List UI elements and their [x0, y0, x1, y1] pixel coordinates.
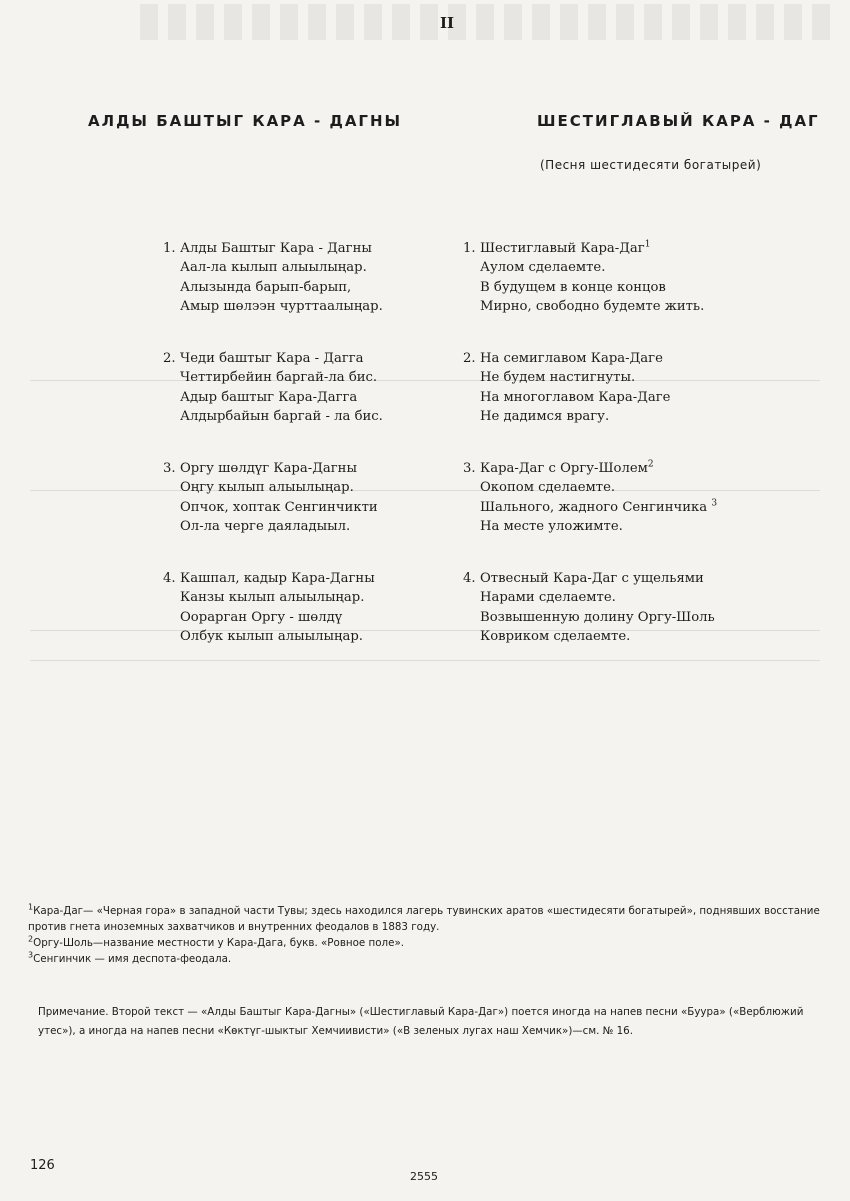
verse-line: Адыр баштыг Кара-Дагга: [180, 389, 358, 405]
bleed-through-heading: [140, 4, 840, 40]
verse-line: Алдырбайын баргай - ла бис.: [180, 408, 383, 424]
stanza-number: 1.: [163, 241, 176, 256]
left-song-title: АЛДЫ БАШТЫГ КАРА - ДАГНЫ: [88, 112, 403, 130]
verse-line: Окопом сделаемте.: [480, 480, 616, 496]
verse-line: Канзы кылып алыылыңар.: [180, 590, 365, 606]
footnote: [28, 951, 840, 967]
footnote-mark: 3: [28, 950, 34, 960]
verse-line: Алызында барып-барып,: [180, 279, 352, 295]
bleed-through-staff: [30, 660, 820, 661]
right-stanza: [463, 349, 670, 426]
verse-line: Опчок, хоптак Сенгинчикти: [180, 499, 378, 515]
verse-line: Мирно, свободно будемте жить.: [480, 298, 705, 314]
verse-line: На семиглавом Кара-Даге: [480, 351, 663, 366]
verse-line: Нарами сделаемте.: [480, 590, 616, 606]
verse-line: Кашпал, кадыр Кара-Дагны: [180, 571, 375, 586]
verse-text: Шестиглавый Кара-Даг: [480, 241, 645, 256]
stanza-number: 4.: [163, 571, 176, 586]
footnote: [28, 935, 840, 951]
verse-line: [463, 459, 717, 478]
verse-line: Аал-ла кылып алыылыңар.: [180, 260, 367, 276]
verse-line: Амыр шөлээн чурттаалыңар.: [180, 298, 383, 314]
verse-line: [463, 498, 717, 517]
page-number: 126: [30, 1158, 55, 1173]
right-song-title: ШЕСТИГЛАВЫЙ КАРА - ДАГ: [537, 112, 820, 130]
verse-line: Ол-ла черге даяладыыл.: [180, 518, 351, 534]
verse-line: На многоглавом Кара-Даге: [480, 389, 671, 405]
verse-line: Возвышенную долину Оргу-Шоль: [480, 609, 715, 625]
verse-line: Четтирбейин баргай-ла бис.: [180, 370, 378, 386]
footnote-text: Оргу-Шоль—название местности у Кара-Дага, букв. «Ровное поле».: [33, 937, 405, 949]
left-stanza: [163, 459, 378, 536]
verse-line: Аулом сделаемте.: [480, 260, 606, 276]
left-stanza: [163, 239, 383, 316]
footnote-ref: 2: [647, 459, 654, 470]
verse-line: Чеди баштыг Кара - Дагга: [180, 351, 364, 366]
section-number: II: [440, 14, 455, 32]
stanza-number: 2.: [463, 351, 476, 366]
right-song-subtitle: (Песня шестидесяти богатырей): [540, 158, 762, 172]
footnote-ref: 1: [644, 239, 651, 250]
verse-text: Кара-Даг с Оргу-Шолем: [480, 461, 648, 476]
right-stanza: [463, 569, 715, 646]
verse-line: Не будем настигнуты.: [480, 370, 636, 386]
stanza-number: 3.: [163, 461, 176, 476]
verse-line: Ковриком сделаемте.: [480, 628, 631, 644]
footnote-mark: 1: [28, 902, 34, 912]
left-stanza: [163, 569, 375, 646]
right-stanza: [463, 459, 717, 536]
verse-line: Оргу шөлдүг Кара-Дагны: [180, 461, 357, 476]
verse-line: Отвесный Кара-Даг с ущельями: [480, 571, 704, 586]
footnote-ref: 3: [711, 498, 718, 509]
verse-line: На месте уложимте.: [480, 518, 623, 534]
bottom-code: 2555: [410, 1170, 438, 1183]
bleed-through-staff: [30, 380, 820, 381]
verse-line: В будущем в конце концов: [480, 279, 666, 295]
footnote-mark: 2: [28, 934, 34, 944]
stanza-number: 4.: [463, 571, 476, 586]
footnote: [28, 903, 840, 935]
footnote-text: Кара-Даг— «Черная гора» в западной части Тувы; здесь находился лагерь тувинских аратов «шестидесяти богатырей», поднявших восстание против гнета иноземных захватчиков и внутренних феодалов в 1883 году.: [28, 905, 820, 933]
stanza-number: 2.: [163, 351, 176, 366]
verse-line: Алды Баштыг Кара - Дагны: [180, 241, 372, 256]
stanza-number: 1.: [463, 241, 476, 256]
verse-line: Оңгу кылып алыылыңар.: [180, 480, 354, 496]
footnote-text: Сенгинчик — имя деспота-феодала.: [33, 953, 232, 965]
stanza-number: 3.: [463, 461, 476, 476]
footnotes: [28, 903, 840, 967]
right-stanza: [463, 239, 704, 316]
verse-line: [463, 239, 704, 258]
verse-line: Не дадимся врагу.: [480, 408, 610, 424]
verse-line: Олбук кылып алыылыңар.: [180, 628, 363, 644]
verse-line: Оорарган Оргу - шөлдү: [180, 609, 343, 625]
verse-text: Шального, жадного Сенгинчика: [480, 499, 708, 515]
left-stanza: [163, 349, 383, 426]
editorial-note: Примечание. Второй текст — «Алды Баштыг Кара-Дагны» («Шестиглавый Кара-Даг») поется иногда на напев песни «Буура» («Верблюжий утес»), а иногда на напев песни «Көктүг-шыктыг Хемчиивисти» («В зеленых лугах наш Хемчик»)—см. № 16.: [38, 1006, 804, 1037]
